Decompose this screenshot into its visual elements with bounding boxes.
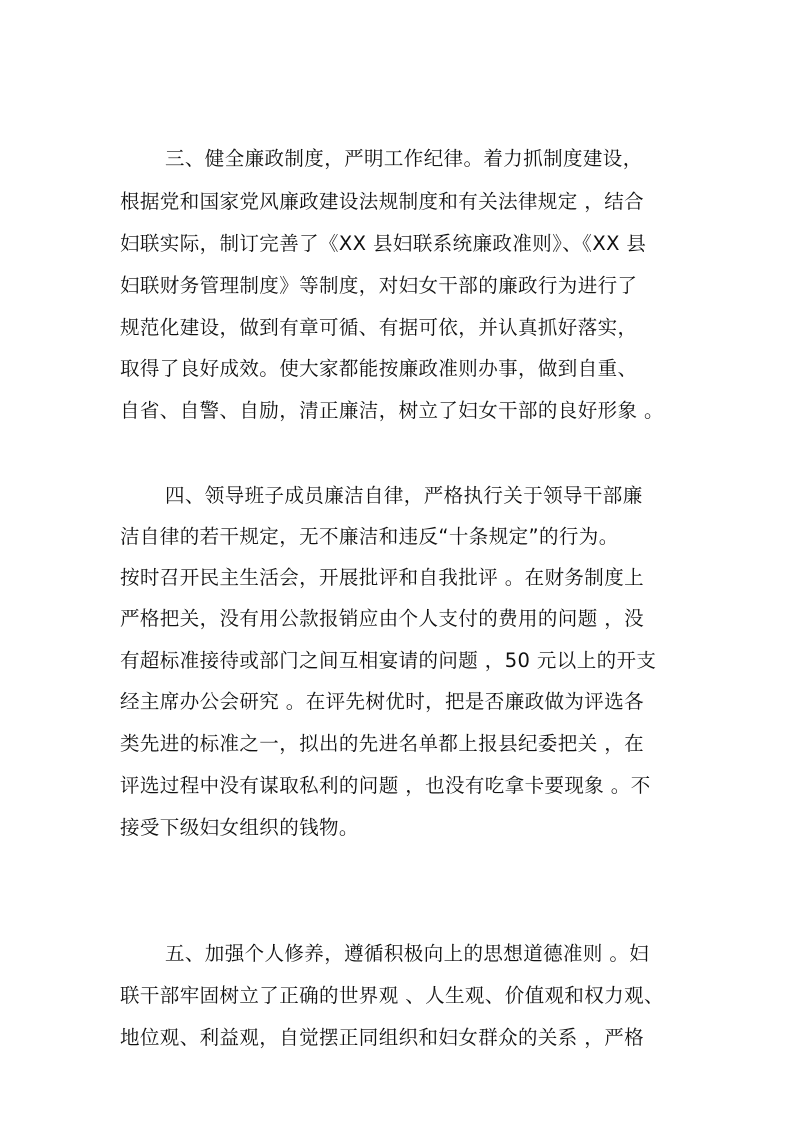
text-line: 五、加强个人修养，遵循积极向上的思想道德准则 。妇 [165, 942, 650, 965]
text-line: 规范化建设，做到有章可循、有据可依，并认真抓好落实， [120, 316, 638, 339]
text-line: 类先进的标准之一，拟出的先进名单都上报县纪委把关 ，在 [120, 732, 644, 755]
text-line: 洁自律的若干规定，无不廉洁和违反“十条规定”的行为。 [120, 525, 619, 548]
text-line: 按时召开民主生活会，开展批评和自我批评 。在财务制度上 [120, 566, 644, 589]
text-line: 接受下级妇女组织的钱物。 [120, 816, 359, 839]
text-line: 四、领导班子成员廉洁自律，严格执行关于领导干部廉 [165, 484, 643, 507]
text-line: 妇联实际，制订完善了《XX 县妇联系统廉政准则》、《XX 县 [120, 232, 647, 255]
text-line: 联干部牢固树立了正确的世界观 、人生观、价值观和权力观、 [120, 984, 664, 1007]
text-line: 自省、自警、自励，清正廉洁，树立了妇女干部的良好形象 。 [120, 399, 664, 422]
text-line: 严格把关，没有用公款报销应由个人支付的费用的问题 ，没 [120, 607, 644, 630]
text-line: 三、健全廉政制度，严明工作纪律。着力抓制度建设， [165, 147, 643, 170]
text-line: 经主席办公会研究 。在评先树优时，把是否廉政做为评选各 [120, 690, 644, 713]
text-line: 地位观、利益观，自觉摆正同组织和妇女群众的关系 ，严格 [120, 1026, 644, 1049]
text-line: 有超标准接待或部门之间互相宴请的问题 ，50 元以上的开支 [120, 649, 657, 672]
text-line: 评选过程中没有谋取私利的问题 ，也没有吃拿卡要现象 。不 [120, 774, 651, 797]
text-line: 根据党和国家党风廉政建设法规制度和有关法律规定 ，结合 [120, 190, 644, 213]
text-line: 妇联财务管理制度》等制度，对妇女干部的廉政行为进行了 [120, 274, 638, 297]
text-line: 取得了良好成效。使大家都能按廉政准则办事，做到自重、 [120, 357, 638, 380]
